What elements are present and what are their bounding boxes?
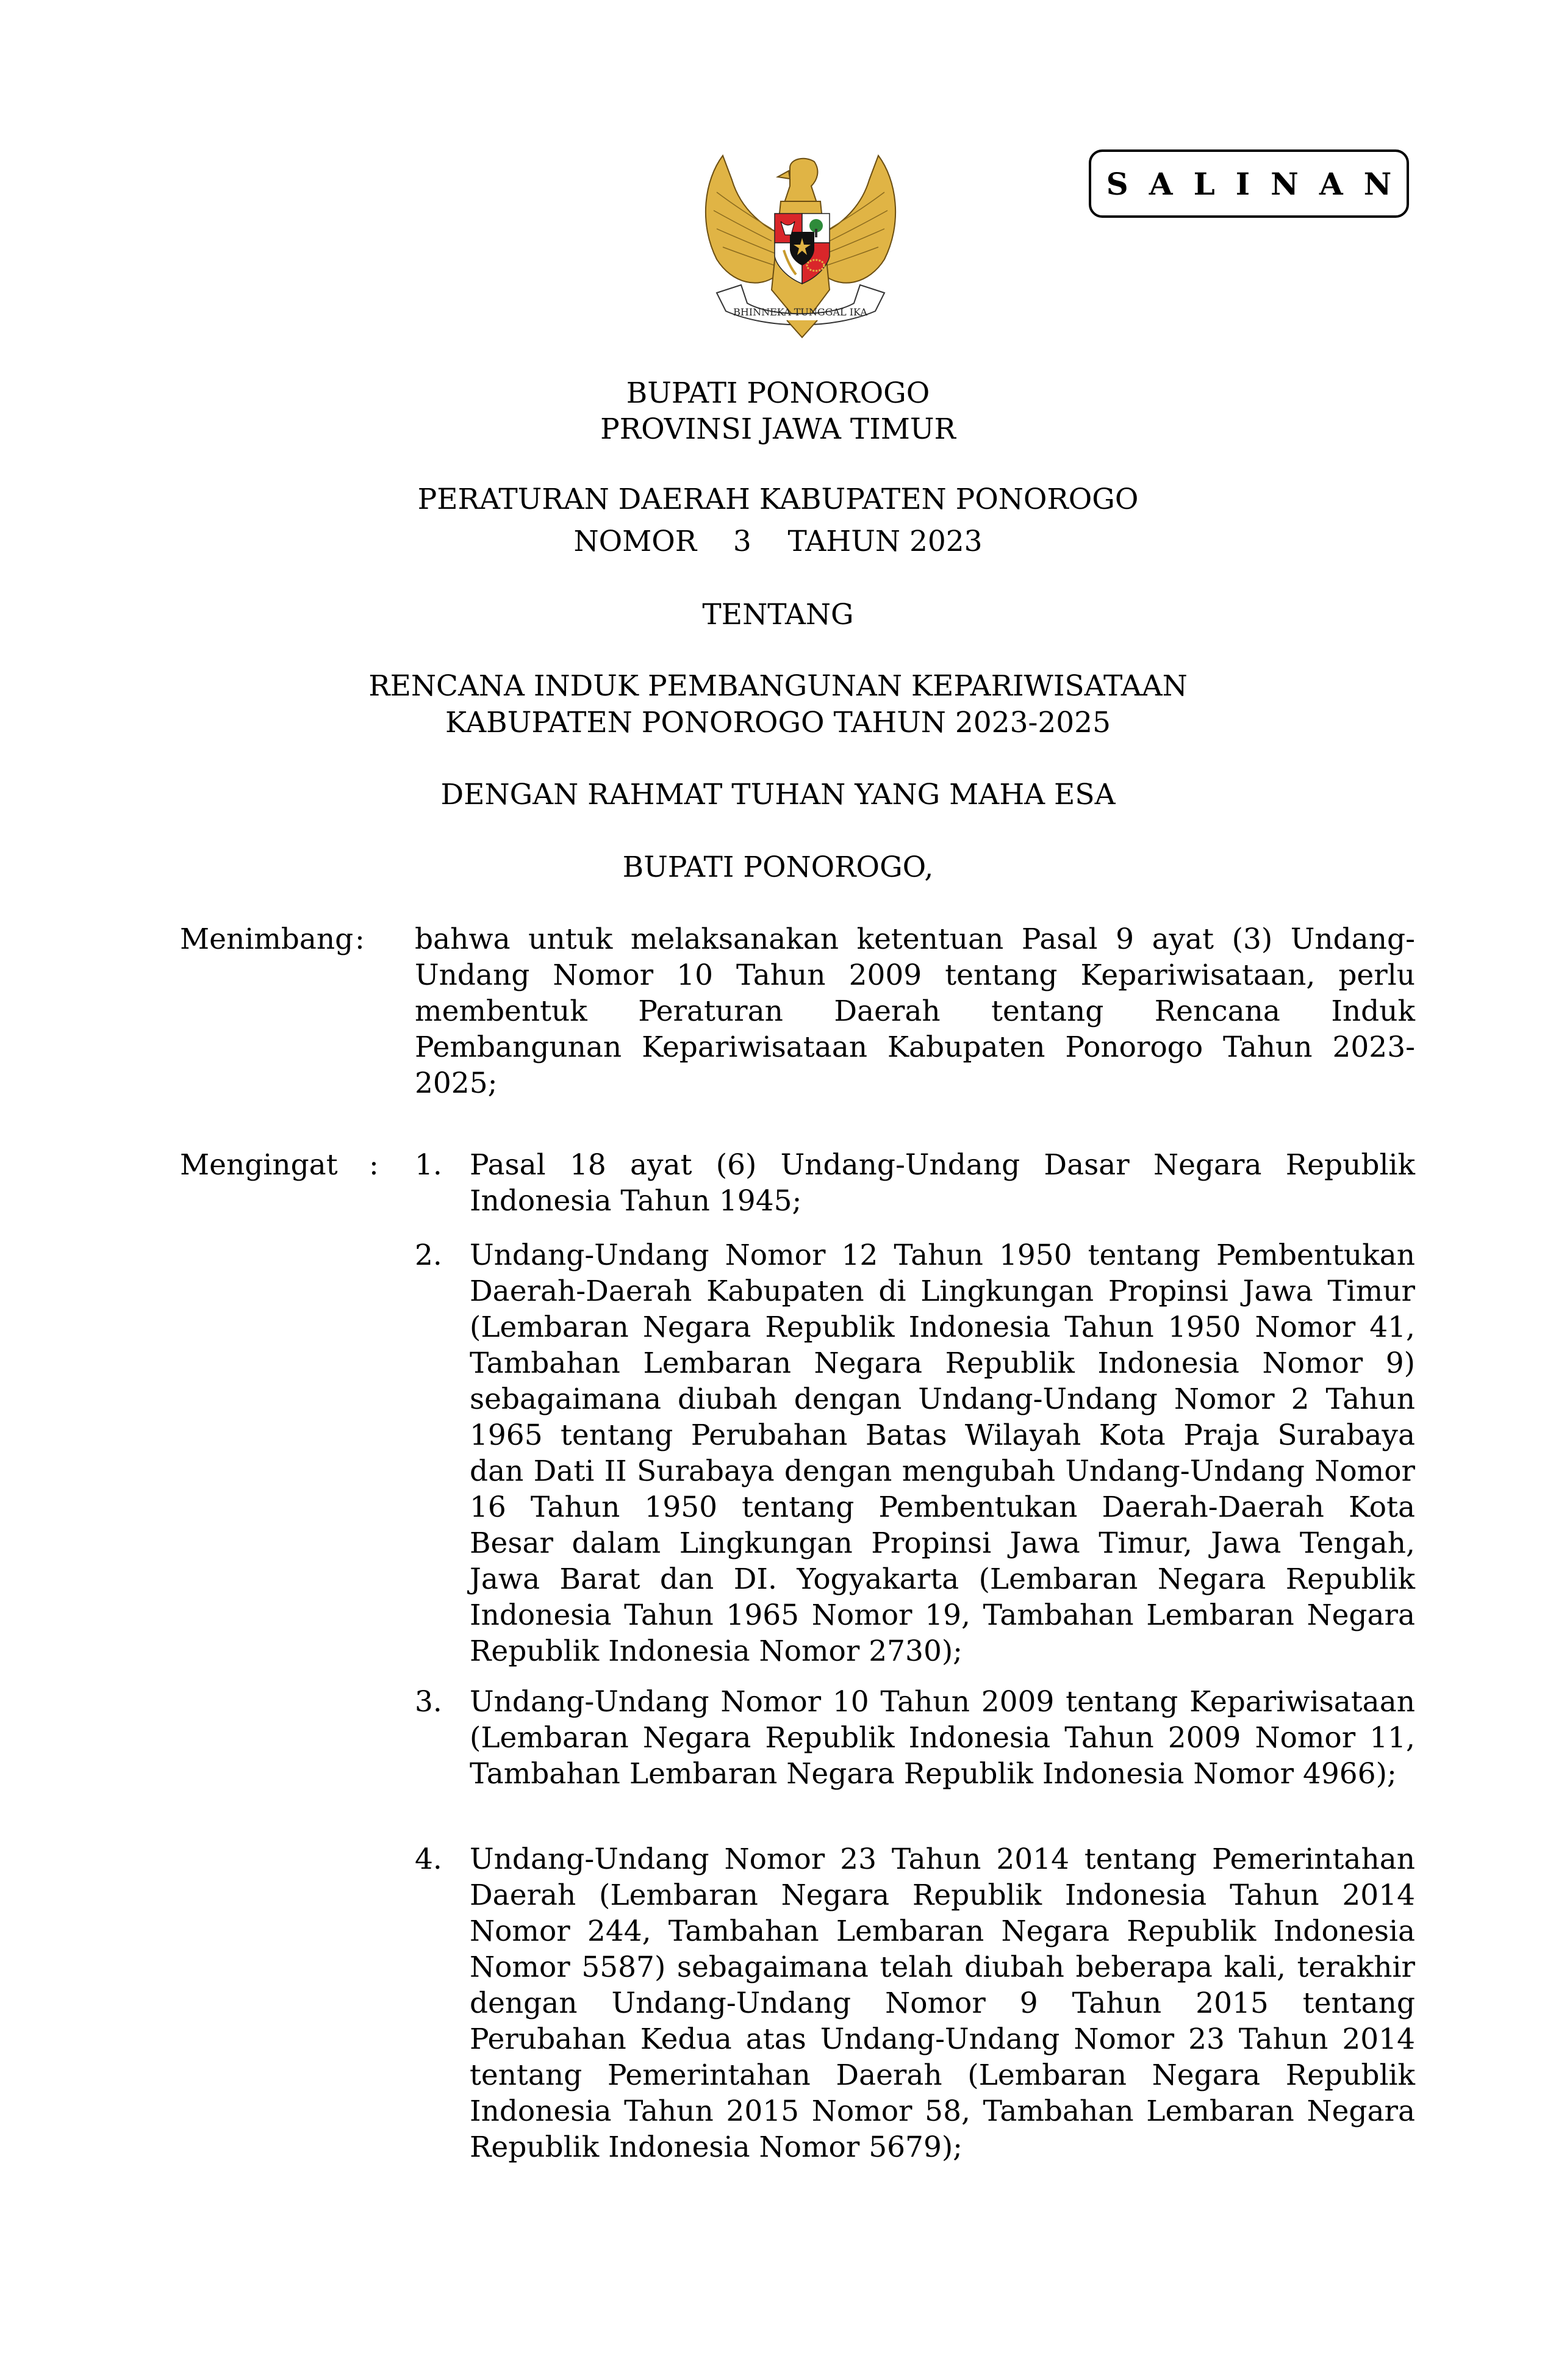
list-item-text: Undang-Undang Nomor 12 Tahun 1950 tentang Pembentukan Daerah-Daerah Kabupaten di Lingkungan Propinsi Jawa Timur (Lembaran Negara Republik Indonesia Tahun 1950 Nomor 41, Tambahan Lembaran Negara Republik Indonesia Nomor 9) sebagaimana diubah dengan Undang-Undang Nomor 2 Tahun 1965 tentang Perubahan Batas Wilayah Kota Praja Surabaya dan Dati II Surabaya dengan mengubah Undang-Undang Nomor 16 Tahun 1950 tentang Pembentukan Daerah-Daerah Kota Besar dalam Lingkungan Propinsi Jawa Timur, Jawa Tengah, Jawa Barat dan DI. Yogyakarta (Lembaran Negara Republik Indonesia Tahun 1965 Nomor 19, Tambahan Lembaran Negara Republik Indonesia Nomor 2730); xyxy=(470,1239,1415,1668)
list-item-number: 4. xyxy=(415,1843,442,1876)
issuer-line-1: BUPATI PONOROGO xyxy=(626,376,930,410)
list-item-text: Undang-Undang Nomor 23 Tahun 2014 tentang Pemerintahan Daerah (Lembaran Negara Republik Indonesia Tahun 2014 Nomor 244, Tambahan Lembaran Negara Republik Indonesia Nomor 5587) sebagaimana telah diubah beberapa kali, terakhir dengan Undang-Undang Nomor 9 Tahun 2015 tentang Perubahan Kedua atas Undang-Undang Nomor 23 Tahun 2014 tentang Pemerintahan Daerah (Lembaran Negara Republik Indonesia Tahun 2015 Nomor 58, Tambahan Lembaran Negara Republik Indonesia Nomor 5679); xyxy=(470,1843,1415,2164)
menimbang-colon: : xyxy=(355,922,365,956)
signatory-title: BUPATI PONOROGO, xyxy=(622,850,934,884)
regulation-title-line-1: RENCANA INDUK PEMBANGUNAN KEPARIWISATAAN xyxy=(368,669,1188,703)
list-item-number: 3. xyxy=(415,1685,442,1719)
salinan-label: SALINAN xyxy=(1106,165,1413,202)
list-item-number: 2. xyxy=(415,1239,442,1272)
emblem-motto: BHINNEKA TUNGGAL IKA xyxy=(733,306,867,318)
menimbang-text: bahwa untuk melaksanakan ketentuan Pasal 9 ayat (3) Undang-Undang Nomor 10 Tahun 2009 tentang Kepariwisataan, perlu membentuk Peraturan Daerah tentang Rencana Induk Pembangunan Kepariwisataan Kabupaten Ponorogo Tahun 2023-2025; xyxy=(415,922,1415,1100)
regulation-number: NOMOR 3 TAHUN 2023 xyxy=(573,525,983,558)
list-item-text: Undang-Undang Nomor 10 Tahun 2009 tentang Kepariwisataan (Lembaran Negara Republik Indonesia Tahun 2009 Nomor 11, Tambahan Lembaran Negara Republik Indonesia Nomor 4966); xyxy=(470,1685,1415,1791)
regulation-title-line-2: KABUPATEN PONOROGO TAHUN 2023-2025 xyxy=(445,706,1111,739)
regulation-type: PERATURAN DAERAH KABUPATEN PONOROGO xyxy=(417,483,1139,516)
mengingat-label: Mengingat xyxy=(180,1148,338,1182)
menimbang-label: Menimbang xyxy=(180,922,354,956)
salinan-stamp xyxy=(1089,149,1413,218)
about-label: TENTANG xyxy=(702,598,854,631)
invocation: DENGAN RAHMAT TUHAN YANG MAHA ESA xyxy=(440,778,1116,811)
issuer-line-2: PROVINSI JAWA TIMUR xyxy=(600,412,956,446)
list-item-text: Pasal 18 ayat (6) Undang-Undang Dasar Negara Republik Indonesia Tahun 1945; xyxy=(470,1148,1415,1218)
garuda-emblem-icon xyxy=(698,143,903,339)
mengingat-colon: : xyxy=(369,1148,379,1182)
list-item-number: 1. xyxy=(415,1148,442,1182)
